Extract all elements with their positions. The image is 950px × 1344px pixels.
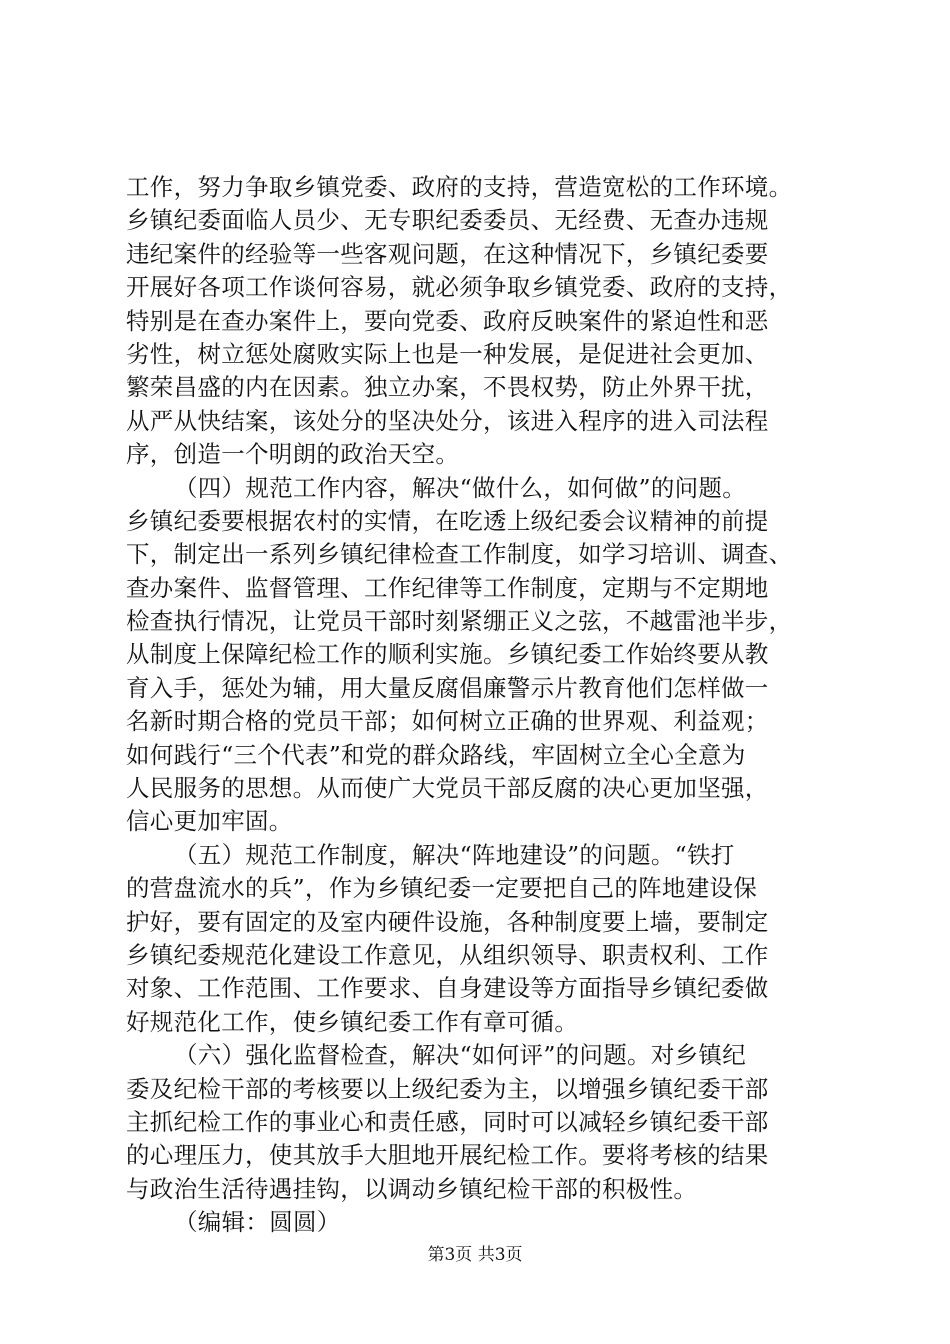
text-line: 委及纪检干部的考核要以上级纪委为主，以增强乡镇纪委干部 <box>126 1074 769 1103</box>
text-line: 信心更加牢固。 <box>126 807 293 836</box>
text-line: 与政治生活待遇挂钩，以调动乡镇纪检干部的积极性。 <box>126 1174 698 1203</box>
text-line: 检查执行情况，让党员干部时刻紧绷正义之弦，不越雷池半步， <box>126 607 793 636</box>
text-line: 如何践行“三个代表”和党的群众路线，牢固树立全心全意为 <box>126 740 746 769</box>
text-line: 序，创造一个明朗的政治天空。 <box>126 440 460 469</box>
text-line: 下，制定出一系列乡镇纪律检查工作制度，如学习培训、调查、 <box>126 540 793 569</box>
text-line: 护好，要有固定的及室内硬件设施，各种制度要上墙，要制定 <box>126 907 769 936</box>
page-footer: 第3页 共3页 <box>427 1245 523 1265</box>
text-line: 从严从快结案，该处分的坚决处分，该进入程序的进入司法程 <box>126 406 769 435</box>
text-line: 乡镇纪委要根据农村的实情，在吃透上级纪委会议精神的前提 <box>126 506 769 535</box>
section-heading-5: （五）规范工作制度，解决“阵地建设”的问题。“铁打 <box>174 840 735 869</box>
text-line: 从制度上保障纪检工作的顺利实施。乡镇纪委工作始终要从教 <box>126 640 769 669</box>
text-line: 劣性，树立惩处腐败实际上也是一种发展，是促进社会更加、 <box>126 339 769 368</box>
text-line: 特别是在查办案件上，要向党委、政府反映案件的紧迫性和恶 <box>126 306 769 335</box>
text-line: 名新时期合格的党员干部；如何树立正确的世界观、利益观； <box>126 707 769 736</box>
text-line: 开展好各项工作谈何容易，就必须争取乡镇党委、政府的支持， <box>126 273 793 302</box>
editor-credit: （编辑：圆圆） <box>174 1208 341 1237</box>
section-heading-4: （四）规范工作内容，解决“做什么，如何做”的问题。 <box>174 473 747 502</box>
section-heading-6: （六）强化监督检查，解决“如何评”的问题。对乡镇纪 <box>174 1041 747 1070</box>
document-body <box>126 171 826 1240</box>
text-line: 查办案件、监督管理、工作纪律等工作制度，定期与不定期地 <box>126 573 769 602</box>
text-line: 的心理压力，使其放手大胆地开展纪检工作。要将考核的结果 <box>126 1141 769 1170</box>
text-line: 主抓纪检工作的事业心和责任感，同时可以减轻乡镇纪委干部 <box>126 1107 769 1136</box>
text-line: 工作，努力争取乡镇党委、政府的支持，营造宽松的工作环境。 <box>126 173 793 201</box>
text-line: 好规范化工作，使乡镇纪委工作有章可循。 <box>126 1007 579 1036</box>
text-line: 乡镇纪委规范化建设工作意见，从组织领导、职责权利、工作 <box>126 940 769 969</box>
text-line: 对象、工作范围、工作要求、自身建设等方面指导乡镇纪委做 <box>126 974 769 1003</box>
text-line: 违纪案件的经验等一些客观问题，在这种情况下，乡镇纪委要 <box>126 239 769 268</box>
text-line: 繁荣昌盛的内在因素。独立办案，不畏权势，防止外界干扰， <box>126 373 769 402</box>
text-line: 的营盘流水的兵”，作为乡镇纪委一定要把自己的阵地建设保 <box>126 874 758 903</box>
text-line: 乡镇纪委面临人员少、无专职纪委委员、无经费、无查办违规 <box>126 206 769 235</box>
text-line: 育入手，惩处为辅，用大量反腐倡廉警示片教育他们怎样做一 <box>126 673 769 702</box>
text-line: 人民服务的思想。从而使广大党员干部反腐的决心更加坚强， <box>126 774 769 803</box>
